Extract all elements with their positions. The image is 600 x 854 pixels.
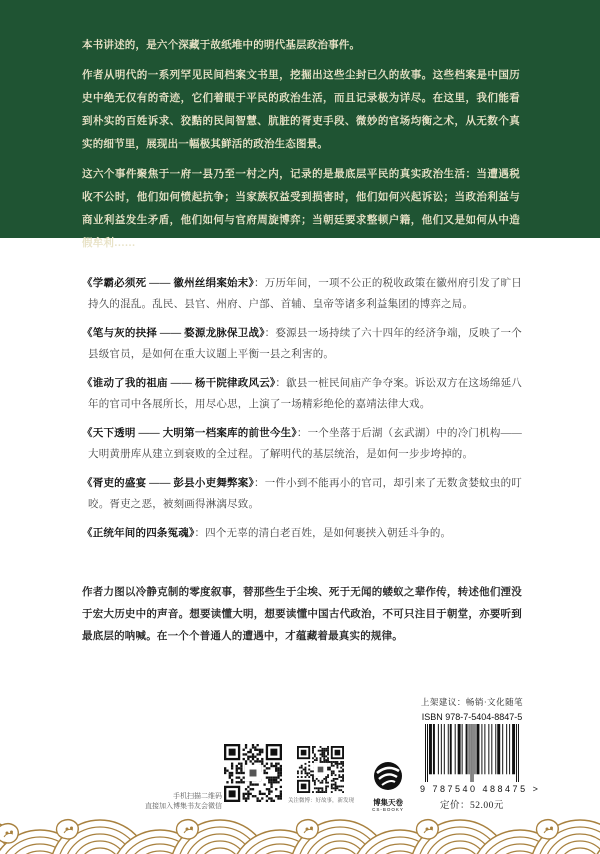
ean13-barcode — [425, 724, 519, 782]
chapter-desc: ：歙县一桩民间庙产争夺案。诉讼双方在这场绵延八年的官司中各展所长，用尽心思，上演了一场精彩绝伦的嘉靖法律大戏。 — [88, 378, 522, 410]
chapter-desc: ：万历年间，一项不公正的税收政策在徽州府引发了旷日持久的混乱。乱民、县官、州府、户部、首辅、皇帝等诸多利益集团的博弈之局。 — [88, 278, 523, 310]
publisher-name: 博集天卷 — [373, 798, 403, 807]
chapter-item — [82, 273, 522, 315]
isbn-number: ISBN 978-7-5404-8847-5 — [421, 712, 523, 722]
barcode-digits: 9 787540 488475 > — [420, 784, 541, 794]
qr1-caption-line2: 直接加入博集书友会微信 — [145, 803, 222, 810]
chapter-title: 《正统年间的四条冤魂》 — [82, 528, 195, 539]
qr1-caption-line1: 手机扫描二维码 — [173, 793, 222, 800]
chapter-item — [82, 523, 522, 544]
wave-pattern-border — [0, 816, 600, 854]
wechat-qr-code — [224, 744, 282, 802]
qr1-caption — [145, 792, 222, 812]
chapter-item — [82, 473, 522, 515]
intro-paragraph-2: 作者从明代的一系列罕见民间档案文书里，挖掘出这些尘封已久的故事。这些档案是中国历史中绝无仅有的奇迹，它们着眼于平民的政治生活，而且记录极为详尽。在这里，我们能看到朴实的百姓诉求、狡黠的民间智慧、肮脏的胥吏手段、微妙的官场均衡之术，从无数个真实的细节里，展现出一幅极其鲜活的政治生态图景。 — [82, 70, 520, 150]
chapter-title: 《胥吏的盛宴 —— 彭县小吏舞弊案》 — [82, 478, 254, 489]
publisher-swirl-icon — [372, 760, 404, 792]
barcode-arrow: > — [532, 784, 541, 794]
outro-paragraph: 作者力图以冷静克制的零度叙事，替那些生于尘埃、死于无闻的蝼蚁之辈作传，转述他们湮没于宏大历史中的声音。想要读懂大明，想要读懂中国古代政治，不可只注目于朝堂，亦要听到最底层的呐喊。在一个个普通人的遭遇中，才蕴藏着最真实的规律。 — [82, 587, 522, 642]
chapter-desc: ：婺源县一场持续了六十四年的经济争端，反映了一个县级官员，是如何在重大议题上平衡一县之利害的。 — [88, 328, 522, 360]
chapter-title: 《笔与灰的抉择 —— 婺源龙脉保卫战》 — [82, 328, 265, 339]
chapter-title: 《谁动了我的祖庙 —— 杨干院律政风云》 — [82, 378, 276, 389]
shelf-advice: 上架建议：畅销·文化随笔 — [420, 697, 524, 707]
qr2-caption: 关注微博：好故事，新发现 — [287, 798, 354, 804]
isbn-block — [420, 696, 541, 811]
chapter-title: 《天下透明 —— 大明第一档案库的前世今生》 — [82, 428, 297, 439]
weibo-qr-code — [297, 746, 344, 793]
intro-paragraph-3: 这六个事件聚焦于一府一县乃至一村之内，记录的是最底层平民的真实政治生活：当遭遇税收不公时，他们如何愤起抗争；当家族权益受到损害时，他们如何兴起诉讼；当政治利益与商业利益发生矛盾，他们如何与官府周旋博弈；当朝廷要求整顿户籍，他们又是如何从中造假牟利…… — [82, 169, 520, 249]
chapter-list — [82, 273, 522, 552]
publisher-subname: CS-BOOKY — [372, 807, 404, 812]
chapter-title: 《学霸必须死 —— 徽州丝绢案始末》 — [82, 278, 254, 289]
price-label: 定价：52.00元 — [440, 801, 504, 811]
intro-green-band — [0, 0, 600, 249]
publisher-logo-block — [364, 760, 412, 813]
chapter-desc: ：四个无辜的清白老百姓，是如何裹挟入朝廷斗争的。 — [194, 528, 452, 539]
chapter-item — [82, 373, 522, 415]
chapter-desc: ：一个坐落于后湖（玄武湖）中的冷门机构——大明黄册库从建立到衰败的全过程。了解明代的基层统治，是如何一步步垮掉的。 — [88, 428, 522, 460]
intro-paragraph-1: 本书讲述的，是六个深藏于故纸堆中的明代基层政治事件。 — [82, 40, 361, 51]
chapter-item — [82, 323, 522, 365]
chapter-desc: ：一件小到不能再小的官司，却引来了无数贪婪蚊虫的叮咬。胥吏之恶，被刻画得淋漓尽致。 — [88, 478, 523, 510]
chapter-item — [82, 423, 522, 465]
